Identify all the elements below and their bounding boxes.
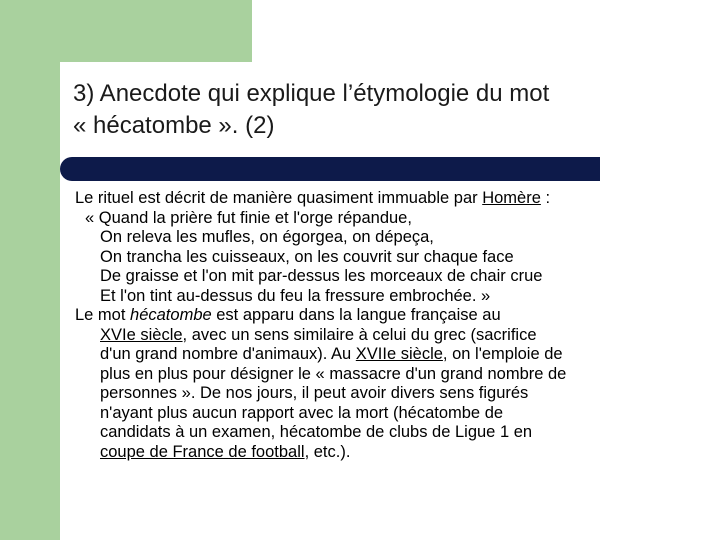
quote-line-4: De graisse et l'on mit par-dessus les morceaux de chair crue [100,267,543,285]
quote-line-5: Et l'on tint au-dessus du feu la fressure embrochée. » [100,286,491,305]
quote-line-3: On trancha les cuisseaux, on les couvrit sur chaque face [100,247,514,266]
etymology-line-7: candidats à un examen, hécatombe de clubs de Ligue 1 en [100,423,533,441]
xvie-siecle-link[interactable]: XVIe siècle [100,325,183,344]
slide-title [73,78,673,142]
divider-bar [60,157,600,181]
etymology-line-8 [75,443,675,463]
etymology-text: , avec un sens similaire à celui du grec (sacrifice [182,325,537,344]
etymology-text: d'un grand nombre d'animaux). Au [100,345,356,363]
etymology-line-3 [75,345,675,365]
etymology-line-4: plus en plus pour désigner le « massacre d'un grand nombre de [100,364,567,383]
hecatombe-italic: hécatombe [130,306,212,324]
homere-link[interactable]: Homère [482,189,541,207]
etymology-line-2 [75,326,675,346]
etymology-line-5: personnes ». De nos jours, il peut avoir divers sens figurés [100,384,529,402]
green-sidebar [0,0,60,540]
intro-text: Le rituel est décrit de manière quasiment immuable par [75,189,483,207]
etymology-text: , etc.). [304,442,351,461]
intro-colon: : [540,189,551,207]
quote-line-2: On releva les mufles, on égorgea, on dépeça, [100,228,434,246]
etymology-line-1 [75,306,675,326]
etymology-line-6: n'ayant plus aucun rapport avec la mort (hécatombe de [100,403,504,422]
title-line-2: « hécatombe ». (2) [73,112,275,139]
etymology-text: , on l'emploie de [442,345,563,363]
etymology-text: Le mot [75,306,131,324]
xviie-siecle-link[interactable]: XVIIe siècle [355,345,443,363]
title-line-1: 3) Anecdote qui explique l’étymologie du mot [73,80,550,107]
slide-body [75,189,675,462]
intro-line [75,189,675,209]
quote-line-1: « Quand la prière fut finie et l'orge répandue, [85,208,412,227]
coupe-de-france-link[interactable]: coupe de France de football [100,442,305,461]
etymology-text: est apparu dans la langue française au [211,306,501,324]
green-top-block [60,0,252,62]
